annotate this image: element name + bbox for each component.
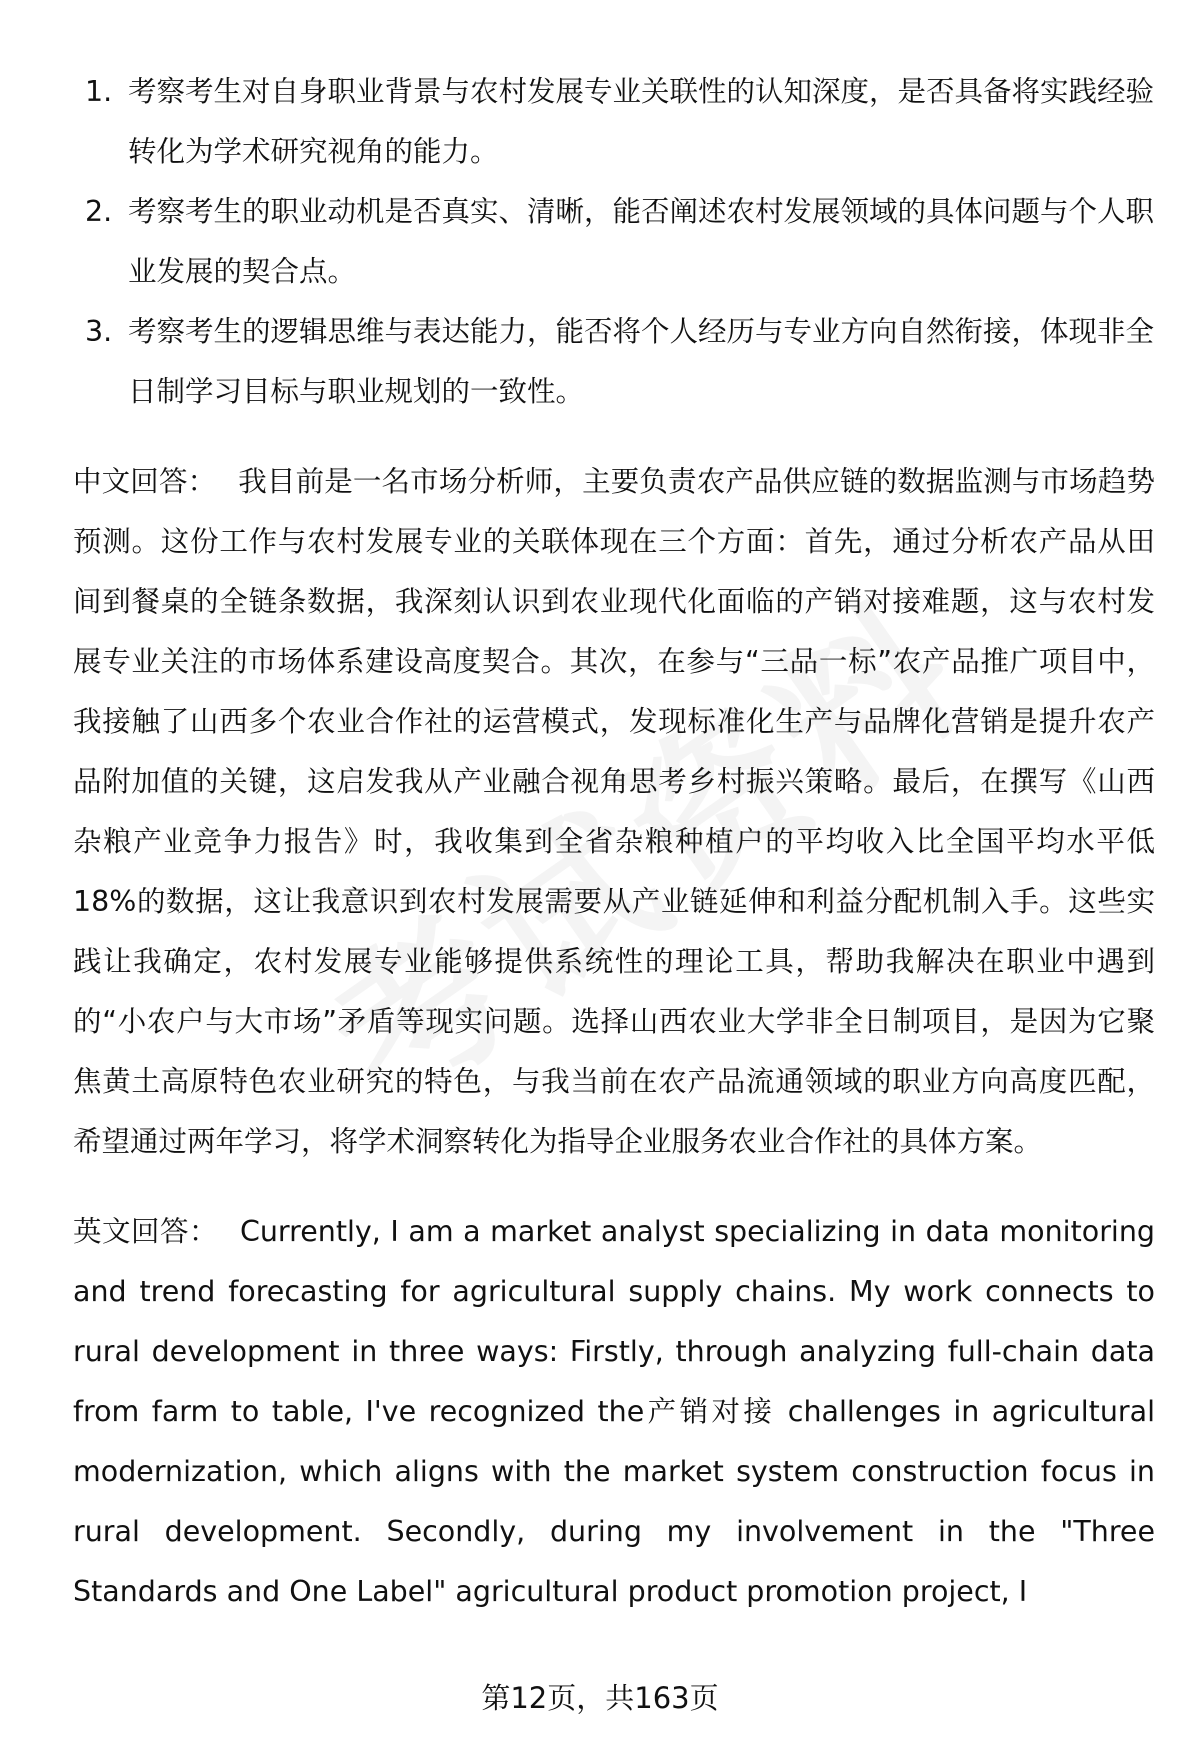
english-answer-paragraph bbox=[73, 1202, 1155, 1622]
chinese-answer-text: 我目前是一名市场分析师，主要负责农产品供应链的数据监测与市场趋势预测。这份工作与农村发展专业的关联体现在三个方面：首先，通过分析农产品从田间到餐桌的全链条数据，我深刻认识到农业现代化面临的产销对接难题，这与农村发展专业关注的市场体系建设高度契合。其次，在参与“三品一标”农产品推广项目中，我接触了山西多个农业合作社的运营模式，发现标准化生产与品牌化营销是提升农产品附加值的关键，这启发我从产业融合视角思考乡村振兴策略。最后，在撰写《山西杂粮产业竞争力报告》时，我收集到全省杂粮种植户的平均收入比全国平均水平低18%的数据，这让我意识到农村发展需要从产业链延伸和利益分配机制入手。这些实践让我确定，农村发展专业能够提供系统性的理论工具，帮助我解决在职业中遇到的“小农户与大市场”矛盾等现实问题。选择山西农业大学非全日制项目，是因为它聚焦黄土高原特色农业研究的特色，与我当前在农产品流通领域的职业方向高度匹配，希望通过两年学习，将学术洞察转化为指导企业服务农业合作社的具体方案。 bbox=[73, 465, 1155, 1158]
list-item-number: 2. bbox=[85, 195, 113, 228]
list-item bbox=[73, 302, 1155, 422]
page-number-footer: 第12页，共163页 bbox=[481, 1681, 719, 1715]
chinese-answer-paragraph bbox=[73, 452, 1155, 1172]
list-item-number: 3. bbox=[85, 315, 113, 348]
chinese-answer-label: 中文回答： bbox=[73, 465, 217, 498]
english-answer-label: 英文回答： bbox=[73, 1215, 218, 1248]
list-item-text: 考察考生的职业动机是否真实、清晰，能否阐述农村发展领域的具体问题与个人职业发展的契合点。 bbox=[128, 195, 1155, 288]
page-content bbox=[73, 62, 1155, 1622]
list-item bbox=[73, 182, 1155, 302]
list-item-text: 考察考生的逻辑思维与表达能力，能否将个人经历与专业方向自然衔接，体现非全日制学习目标与职业规划的一致性。 bbox=[128, 315, 1155, 408]
list-item-number: 1. bbox=[85, 75, 113, 108]
list-item-text: 考察考生对自身职业背景与农村发展专业关联性的认知深度，是否具备将实践经验转化为学术研究视角的能力。 bbox=[128, 75, 1155, 168]
english-answer-text: Currently, I am a market analyst specializing in data monitoring and trend forecasting for agricultural supply chains. My work connects to rural development in three ways: Firstly, through analyzing full-chain data from farm to table, I've recognized the产销对接 challenges in agricultural modernization, which aligns with the market system construction focus in rural development. Secondly, during my involvement in the "Three Standards and One Label" agricultural product promotion project, I bbox=[73, 1215, 1155, 1608]
list-item bbox=[73, 62, 1155, 182]
criteria-list bbox=[73, 62, 1155, 422]
